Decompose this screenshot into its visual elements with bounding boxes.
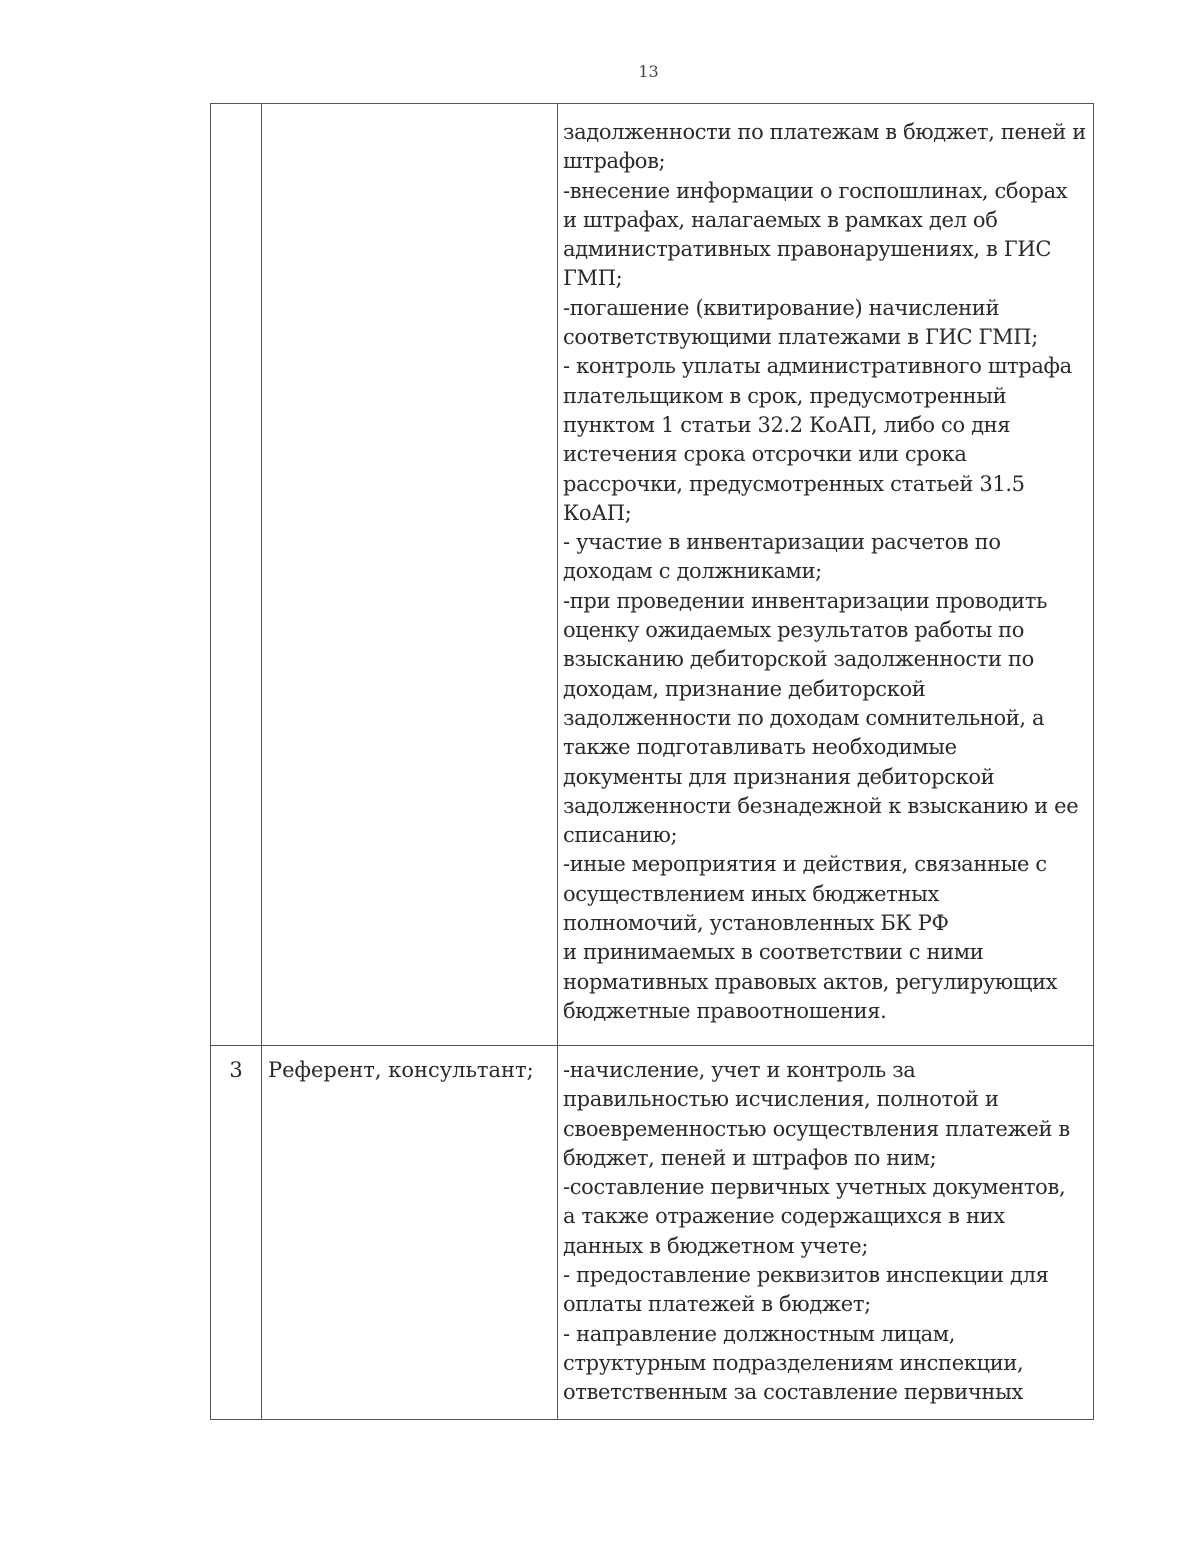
- duties-line: доходам, признание дебиторской: [563, 676, 926, 701]
- duties-line: пунктом 1 статьи 32.2 КоАП, либо со дня: [563, 412, 1011, 437]
- duties-line: взысканию дебиторской задолженности по: [563, 647, 1034, 672]
- duties-line: ответственным за составление первичных: [563, 1380, 1023, 1405]
- duties-line: штрафов;: [563, 149, 666, 174]
- page-number: 13: [638, 62, 659, 81]
- duties-line: - предоставление реквизитов инспекции для: [563, 1263, 1049, 1288]
- duties-line: списанию;: [563, 823, 678, 848]
- duties-line: оценку ожидаемых результатов работы по: [563, 618, 1025, 643]
- duties-line: бюджет, пеней и штрафов по ним;: [563, 1145, 937, 1170]
- duties-line: оплаты платежей в бюджет;: [563, 1292, 871, 1317]
- duties-line: структурным подразделениям инспекции,: [563, 1350, 1024, 1375]
- duties-line: плательщиком в срок, предусмотренный: [563, 383, 1007, 408]
- duties-line: соответствующими платежами в ГИС ГМП;: [563, 325, 1038, 350]
- duties-line: бюджетные правоотношения.: [563, 998, 887, 1023]
- duties-line: задолженности по доходам сомнительной, а: [563, 705, 1045, 730]
- duties-line: истечения срока отсрочки или срока: [563, 442, 967, 467]
- position-cell: [262, 104, 558, 1046]
- duties-line: осуществлением иных бюджетных: [563, 881, 939, 906]
- duties-line: -погашение (квитирование) начислений: [563, 295, 1000, 320]
- duties-line: - контроль уплаты административного штрафа: [563, 354, 1072, 379]
- duties-line: - направление должностным лицам,: [563, 1321, 956, 1346]
- duties-line: ГМП;: [563, 266, 623, 291]
- duties-cell: [558, 104, 1094, 1046]
- duties-line: полномочий, установленных БК РФ: [563, 911, 949, 936]
- table-row: [211, 104, 1094, 1046]
- duties-line: задолженности безнадежной к взысканию и ее: [563, 793, 1079, 818]
- row-number-cell: 3: [211, 1046, 262, 1420]
- duties-line: административных правонарушениях, в ГИС: [563, 237, 1052, 262]
- duties-line: рассрочки, предусмотренных статьей 31.5: [563, 471, 1025, 496]
- duties-line: нормативных правовых актов, регулирующих: [563, 969, 1058, 994]
- table-row: [211, 1046, 1094, 1420]
- duties-line: - участие в инвентаризации расчетов по: [563, 530, 1001, 555]
- duties-line: а также отражение содержащихся в них: [563, 1204, 1005, 1229]
- duties-line: своевременностью осуществления платежей в: [563, 1116, 1070, 1141]
- duties-line: правильностью исчисления, полнотой и: [563, 1087, 999, 1112]
- duties-line: и принимаемых в соответствии с ними: [563, 940, 984, 965]
- duties-table: [210, 103, 1094, 1420]
- duties-line: -иные мероприятия и действия, связанные с: [563, 852, 1047, 877]
- row-number-cell: [211, 104, 262, 1046]
- duties-line: доходам с должниками;: [563, 559, 822, 584]
- duties-line: данных в бюджетном учете;: [563, 1233, 869, 1258]
- duties-line: -начисление, учет и контроль за: [563, 1058, 916, 1082]
- duties-line: КоАП;: [563, 500, 632, 525]
- duties-line: задолженности по платежам в бюджет, пеней и: [563, 120, 1086, 144]
- duties-line: и штрафах, налагаемых в рамках дел об: [563, 207, 998, 232]
- duties-line: -при проведении инвентаризации проводить: [563, 588, 1048, 613]
- duties-line: -составление первичных учетных документов,: [563, 1175, 1066, 1200]
- duties-line: -внесение информации о госпошлинах, сборах: [563, 178, 1068, 203]
- duties-line: документы для признания дебиторской: [563, 764, 995, 789]
- duties-line: также подготавливать необходимые: [563, 735, 957, 760]
- duties-cell: [558, 1046, 1094, 1420]
- position-cell: Референт, консультант;: [262, 1046, 558, 1420]
